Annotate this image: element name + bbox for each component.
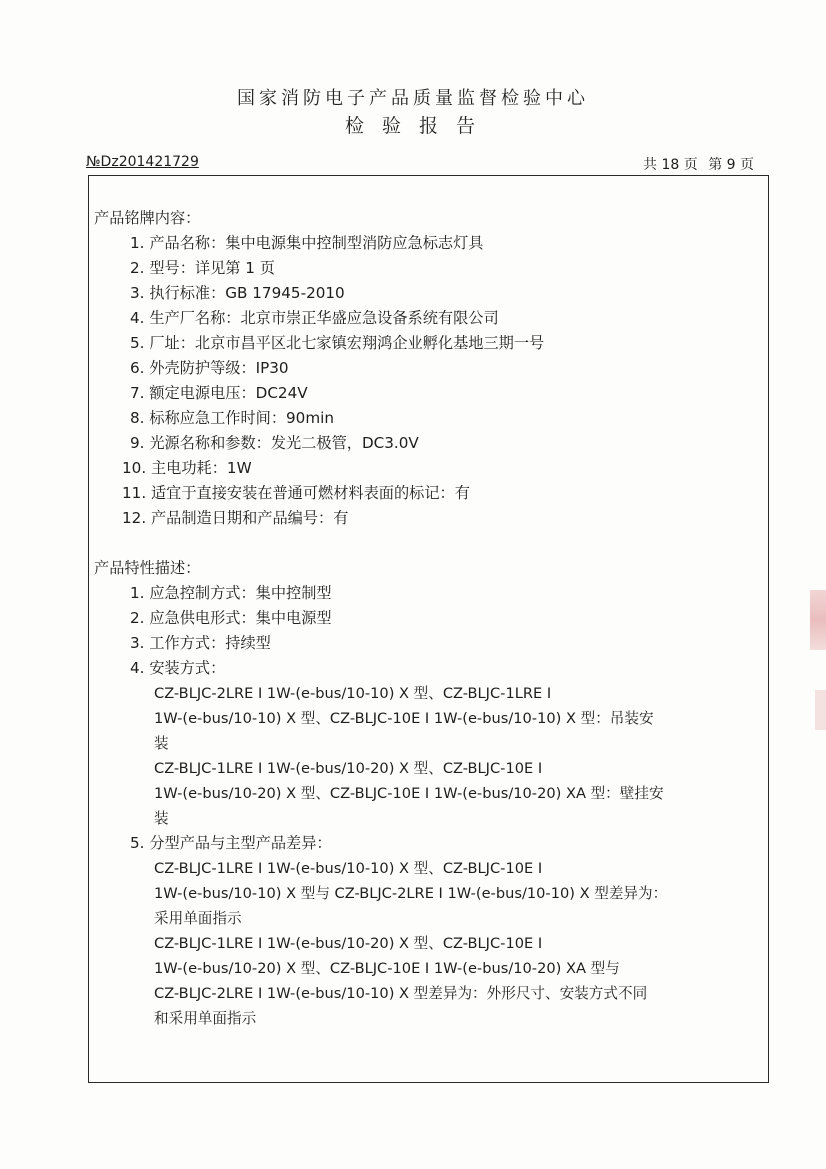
diff-line: CZ-BLJC-2LRE Ⅰ 1W-(e-bus/10-10) X 型差异为：外形尺寸、安装方式不同 [154, 985, 648, 1002]
seal-stamp-fragment [810, 590, 826, 650]
organization-name: 国家消防电子产品质量监督检验中心 [237, 88, 589, 109]
nameplate-item: 11. 适宜于直接安装在普通可燃材料表面的标记：有 [122, 484, 470, 502]
report-title: 检 验 报 告 [344, 115, 482, 137]
feature-item: 3. 工作方式：持续型 [130, 634, 271, 652]
nameplate-item: 8. 标称应急工作时间：90min [130, 409, 334, 427]
install-line: CZ-BLJC-1LRE Ⅰ 1W-(e-bus/10-20) X 型、CZ-BLJC-10E Ⅰ [154, 760, 543, 777]
diff-line: CZ-BLJC-1LRE Ⅰ 1W-(e-bus/10-20) X 型、CZ-BLJC-10E Ⅰ [154, 935, 543, 952]
report-number: №Dz201421729 [86, 154, 199, 170]
diff-line: CZ-BLJC-1LRE Ⅰ 1W-(e-bus/10-10) X 型、CZ-BLJC-10E Ⅰ [154, 860, 543, 877]
diff-line: 1W-(e-bus/10-10) X 型与 CZ-BLJC-2LRE Ⅰ 1W-(e-bus/10-10) X 型差异为： [154, 885, 668, 902]
report-content [94, 206, 766, 1031]
feature-item: 4. 安装方式： [130, 659, 226, 677]
diff-line: 1W-(e-bus/10-20) X 型、CZ-BLJC-10E Ⅰ 1W-(e-bus/10-20) XA 型与 [154, 960, 620, 977]
install-line: 装 [154, 735, 169, 752]
nameplate-item: 3. 执行标准：GB 17945-2010 [130, 284, 345, 302]
nameplate-item: 5. 厂址：北京市昌平区北七家镇宏翔鸿企业孵化基地三期一号 [130, 334, 545, 352]
nameplate-item: 6. 外壳防护等级：IP30 [130, 359, 289, 377]
nameplate-item: 2. 型号：详见第 1 页 [130, 259, 275, 277]
section-gap [94, 531, 766, 556]
nameplate-item: 7. 额定电源电压：DC24V [130, 384, 308, 402]
install-line: 1W-(e-bus/10-10) X 型、CZ-BLJC-10E Ⅰ 1W-(e-bus/10-10) X 型：吊装安 [154, 710, 654, 727]
diff-line: 和采用单面指示 [154, 1010, 257, 1027]
feature-item: 2. 应急供电形式：集中电源型 [130, 609, 332, 627]
features-heading: 产品特性描述： [94, 559, 201, 577]
seal-stamp-fragment [815, 690, 826, 730]
total-pages: 共 18 页 [643, 157, 698, 173]
nameplate-item: 12. 产品制造日期和产品编号：有 [122, 509, 349, 527]
nameplate-item: 1. 产品名称：集中电源集中控制型消防应急标志灯具 [130, 234, 484, 252]
nameplate-item: 9. 光源名称和参数：发光二极管，DC3.0V [130, 434, 419, 452]
install-line: CZ-BLJC-2LRE Ⅰ 1W-(e-bus/10-10) X 型、CZ-BLJC-1LRE Ⅰ [154, 685, 552, 702]
page-info [637, 154, 754, 174]
report-meta-row [86, 154, 754, 174]
diff-line: 采用单面指示 [154, 910, 242, 927]
feature-item: 1. 应急控制方式：集中控制型 [130, 584, 332, 602]
nameplate-heading: 产品铭牌内容： [94, 209, 201, 227]
nameplate-item: 4. 生产厂名称：北京市崇正华盛应急设备系统有限公司 [130, 309, 499, 327]
feature-item: 5. 分型产品与主型产品差异： [130, 834, 332, 852]
install-line: 1W-(e-bus/10-20) X 型、CZ-BLJC-10E Ⅰ 1W-(e-bus/10-20) XA 型：壁挂安 [154, 785, 664, 802]
install-line: 装 [154, 810, 169, 827]
current-page: 第 9 页 [708, 157, 754, 173]
nameplate-item: 10. 主电功耗：1W [122, 459, 252, 477]
